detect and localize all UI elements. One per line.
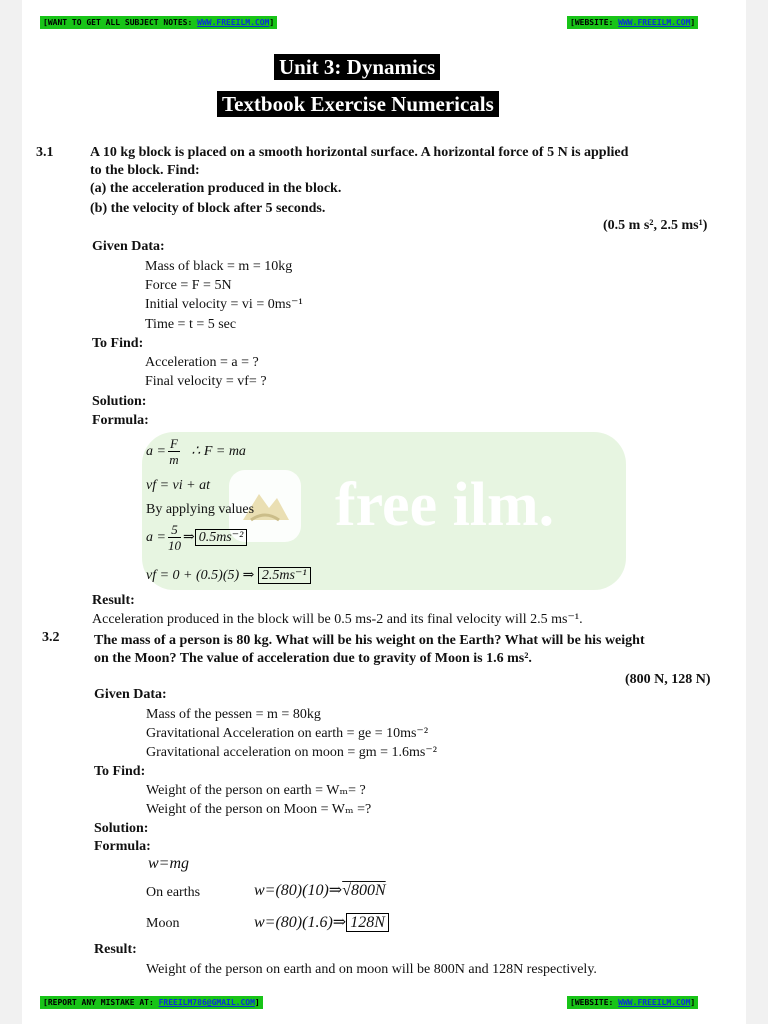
q1-answer: (0.5 m s², 2.5 ms¹)	[603, 218, 708, 233]
q2-earth-result: √800N	[342, 882, 386, 899]
q2-result-heading: Result:	[94, 942, 137, 957]
q2-solution-heading: Solution:	[94, 821, 149, 836]
q2-formula-heading: Formula:	[94, 839, 151, 854]
q2-answer: (800 N, 128 N)	[625, 672, 711, 687]
report-email-link[interactable]: FREEILM786@GMAIL.COM	[158, 998, 255, 1007]
q2-statement-line2: on the Moon? The value of acceleration due to gravity of Moon is 1.6 ms².	[94, 651, 532, 666]
q1-solution-heading: Solution:	[92, 394, 147, 409]
q1-given-initial-velocity: Initial velocity = vi = 0ms⁻¹	[145, 297, 303, 312]
header-website-banner: [WEBSITE: WWW.FREEILM.COM]	[567, 16, 698, 29]
q1-given-time: Time = t = 5 sec	[145, 317, 237, 332]
header-notes-banner: [WANT TO GET ALL SUBJECT NOTES: WWW.FREEILM.COM]	[40, 16, 277, 29]
q1-part-b: (b) the velocity of block after 5 seconds.	[90, 201, 326, 216]
q2-moon-label: Moon	[146, 916, 180, 931]
notes-link[interactable]: WWW.FREEILM.COM	[197, 18, 270, 27]
q1-acceleration-result: 0.5ms⁻²	[195, 529, 248, 546]
section-title: Textbook Exercise Numericals	[217, 91, 499, 117]
q2-moon-result: 128N	[346, 913, 389, 932]
q2-number: 3.2	[42, 630, 60, 645]
website-link[interactable]: WWW.FREEILM.COM	[618, 18, 691, 27]
q2-find-earth-weight: Weight of the person on earth = Wₘ= ?	[146, 783, 366, 798]
q1-formula-velocity: vf = vi + at	[146, 478, 210, 493]
q1-given-heading: Given Data:	[92, 239, 165, 254]
footer-report-banner: [REPORT ANY MISTAKE AT: FREEILM786@GMAIL.COM]	[40, 996, 263, 1009]
q2-find-heading: To Find:	[94, 764, 146, 779]
footer-website-link[interactable]: WWW.FREEILM.COM	[618, 998, 691, 1007]
q2-earth-equation: w=(80)(10)⇒√800N	[254, 882, 386, 899]
q2-given-heading: Given Data:	[94, 687, 167, 702]
q2-earth-label: On earths	[146, 885, 201, 900]
q2-formula: w=mg	[148, 855, 190, 872]
q1-result-text: Acceleration produced in the block will be 0.5 ms-2 and its final velocity will 2.5 ms⁻¹.	[92, 612, 583, 627]
q1-applying-values: By applying values	[146, 502, 255, 517]
q1-number: 3.1	[36, 145, 54, 160]
q1-step-velocity: vf = 0 + (0.5)(5) ⇒ 2.5ms⁻¹	[146, 567, 311, 585]
q2-moon-equation: w=(80)(1.6)⇒ 128N	[254, 914, 389, 932]
q1-find-heading: To Find:	[92, 336, 144, 351]
q2-result-text: Weight of the person on earth and on moon will be 800N and 128N respectively.	[146, 962, 597, 977]
q2-given-earth-gravity: Gravitational Acceleration on earth = ge = 10ms⁻²	[146, 726, 429, 741]
watermark-text: free ilm.	[335, 471, 555, 539]
q2-find-moon-weight: Weight of the person on Moon = Wₘ =?	[146, 802, 372, 817]
q2-given-moon-gravity: Gravitational acceleration on moon = gm = 1.6ms⁻²	[146, 745, 437, 760]
q1-statement-line2: to the block. Find:	[90, 163, 200, 178]
q1-step-acceleration: a = $\frac{5}{10}$ ⇒ 0.5ms⁻²	[146, 518, 247, 558]
q1-given-force: Force = F = 5N	[145, 278, 232, 293]
q1-given-mass: Mass of black = m = 10kg	[145, 259, 293, 274]
q1-part-a: (a) the acceleration produced in the block.	[90, 181, 342, 196]
q1-result-heading: Result:	[92, 593, 135, 608]
q2-statement-line1: The mass of a person is 80 kg. What will be his weight on the Earth? What will be his weight	[94, 633, 645, 648]
q1-formula-heading: Formula:	[92, 413, 149, 428]
q1-velocity-result: 2.5ms⁻¹	[258, 567, 311, 584]
q2-given-mass: Mass of the pessen = m = 80kg	[146, 707, 321, 722]
footer-website-banner: [WEBSITE: WWW.FREEILM.COM]	[567, 996, 698, 1009]
q1-find-final-velocity: Final velocity = vf= ?	[145, 374, 267, 389]
q1-statement-line1: A 10 kg block is placed on a smooth horizontal surface. A horizontal force of 5 N is applied	[90, 145, 629, 160]
q1-find-acceleration: Acceleration = a = ?	[145, 355, 259, 370]
unit-title: Unit 3: Dynamics	[274, 54, 440, 80]
q1-formula-acceleration: a = $\frac{F}{m}$ ∴ F = ma	[146, 436, 246, 468]
